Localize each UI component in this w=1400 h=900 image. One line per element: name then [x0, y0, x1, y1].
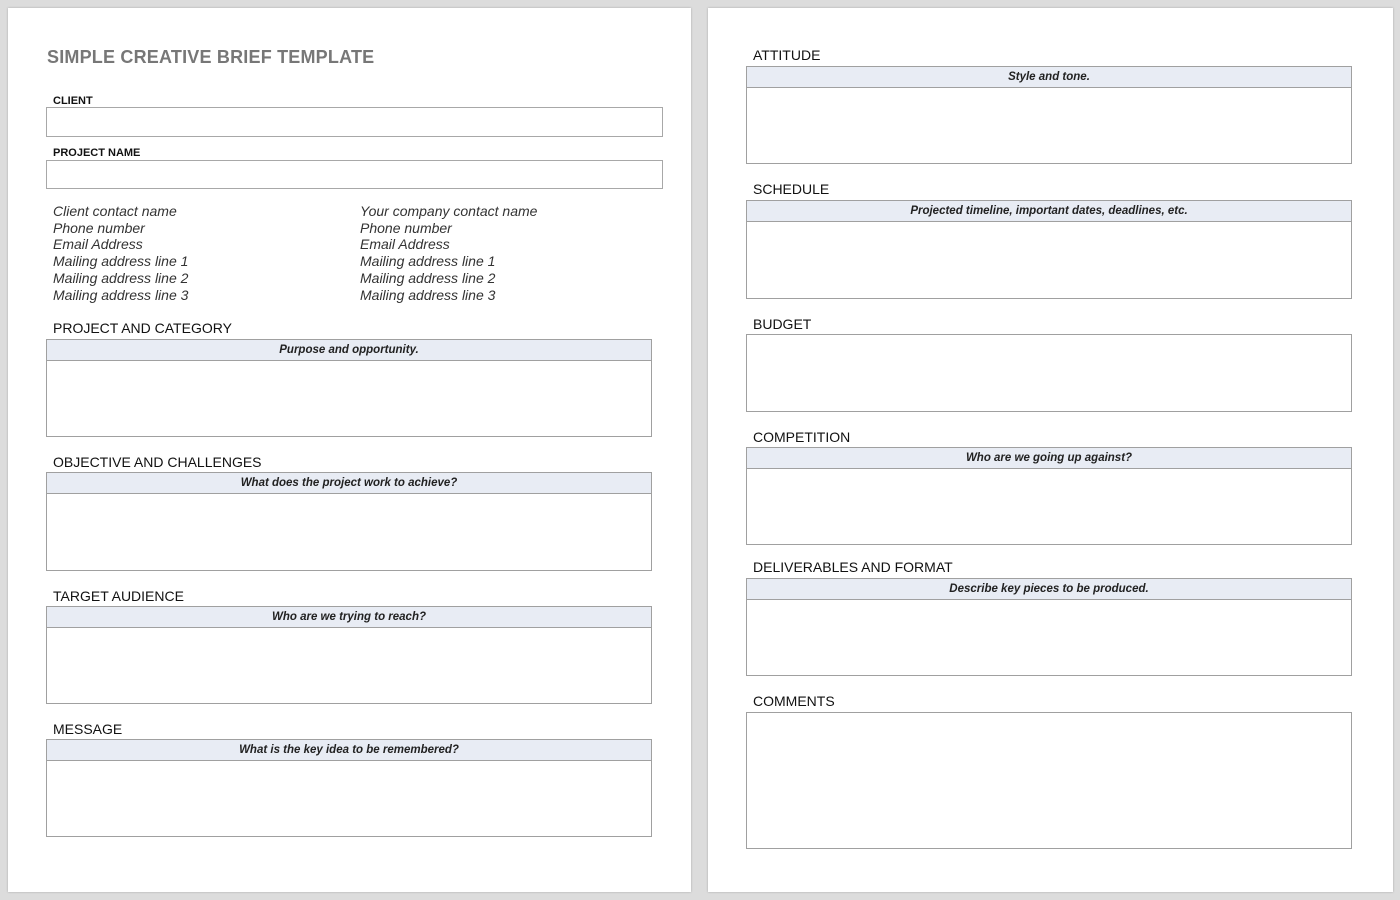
- budget-label: BUDGET: [753, 316, 812, 332]
- message-label: MESSAGE: [53, 721, 123, 737]
- company-contact-name[interactable]: Your company contact name: [360, 203, 538, 219]
- company-address-2[interactable]: Mailing address line 2: [360, 269, 496, 286]
- comments-label: COMMENTS: [753, 693, 835, 709]
- client-contact-block: [53, 203, 188, 303]
- target-audience-field[interactable]: [47, 628, 651, 704]
- project-category-prompt: Purpose and opportunity.: [47, 340, 651, 361]
- document-title: SIMPLE CREATIVE BRIEF TEMPLATE: [47, 47, 375, 67]
- attitude-prompt: Style and tone.: [747, 67, 1351, 88]
- document-page-1: [8, 8, 691, 892]
- client-label: CLIENT: [53, 95, 93, 107]
- objective-label: OBJECTIVE AND CHALLENGES: [53, 454, 262, 470]
- document-page-2: [708, 8, 1393, 892]
- deliverables-section: [746, 578, 1352, 676]
- company-email[interactable]: Email Address: [360, 236, 450, 253]
- schedule-prompt: Projected timeline, important dates, deadlines, etc.: [747, 201, 1351, 222]
- message-section: [46, 739, 652, 837]
- comments-field[interactable]: [746, 712, 1352, 849]
- client-email[interactable]: Email Address: [53, 236, 143, 253]
- client-address-2[interactable]: Mailing address line 2: [53, 269, 189, 286]
- message-field[interactable]: [47, 761, 651, 837]
- company-address-3[interactable]: Mailing address line 3: [360, 286, 496, 303]
- client-address-1[interactable]: Mailing address line 1: [53, 253, 189, 270]
- attitude-label: ATTITUDE: [753, 47, 821, 63]
- project-category-section: [46, 339, 652, 437]
- competition-prompt: Who are we going up against?: [747, 448, 1351, 469]
- deliverables-field[interactable]: [747, 600, 1351, 676]
- project-category-label: PROJECT AND CATEGORY: [53, 320, 232, 336]
- schedule-section: [746, 200, 1352, 299]
- target-audience-label: TARGET AUDIENCE: [53, 588, 184, 604]
- project-name-label: PROJECT NAME: [53, 147, 141, 159]
- objective-section: [46, 472, 652, 571]
- deliverables-prompt: Describe key pieces to be produced.: [747, 579, 1351, 600]
- competition-section: [746, 447, 1352, 545]
- client-address-3[interactable]: Mailing address line 3: [53, 286, 189, 303]
- deliverables-label: DELIVERABLES AND FORMAT: [753, 559, 953, 575]
- company-contact-block: [360, 203, 537, 303]
- attitude-field[interactable]: [747, 88, 1351, 164]
- schedule-label: SCHEDULE: [753, 181, 830, 197]
- message-prompt: What is the key idea to be remembered?: [47, 740, 651, 761]
- schedule-field[interactable]: [747, 222, 1351, 299]
- target-audience-section: [46, 606, 652, 704]
- project-category-field[interactable]: [47, 361, 651, 437]
- target-audience-prompt: Who are we trying to reach?: [47, 607, 651, 628]
- client-contact-name[interactable]: Client contact name: [53, 203, 177, 219]
- budget-field[interactable]: [746, 334, 1352, 412]
- competition-field[interactable]: [747, 469, 1351, 545]
- objective-prompt: What does the project work to achieve?: [47, 473, 651, 494]
- company-phone[interactable]: Phone number: [360, 219, 452, 236]
- attitude-section: [746, 66, 1352, 164]
- competition-label: COMPETITION: [753, 429, 851, 445]
- company-address-1[interactable]: Mailing address line 1: [360, 253, 496, 270]
- client-field[interactable]: [46, 107, 663, 137]
- client-phone[interactable]: Phone number: [53, 219, 145, 236]
- objective-field[interactable]: [47, 494, 651, 571]
- project-name-field[interactable]: [46, 160, 663, 189]
